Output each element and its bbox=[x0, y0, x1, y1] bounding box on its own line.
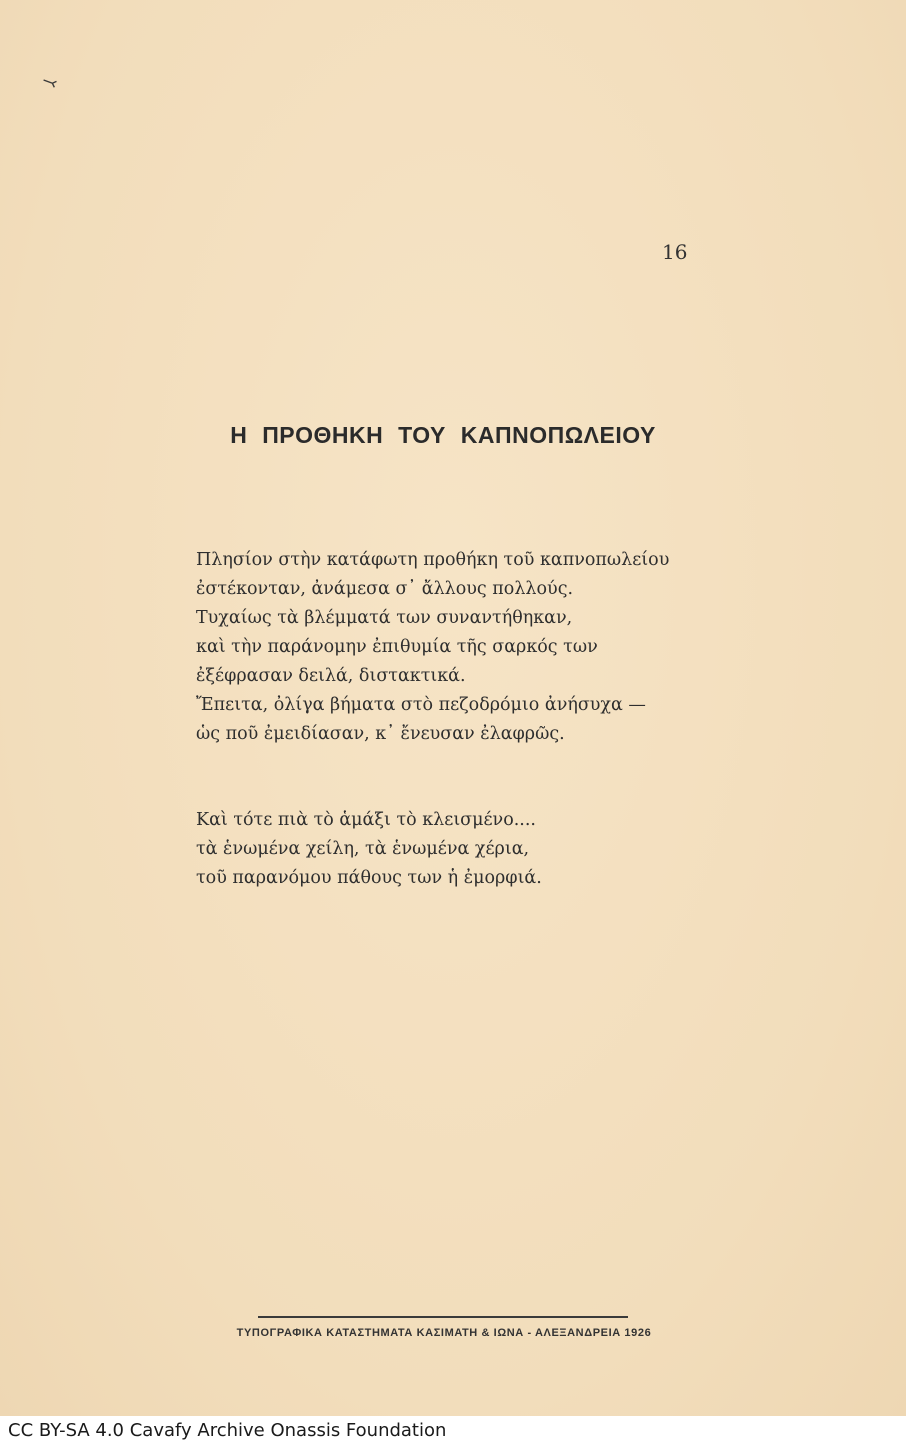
poem-line: Ἔπειτα, ὀλίγα βήματα στὸ πεζοδρόμιο ἀνήσυχα — bbox=[196, 695, 646, 715]
poem-line: ἐξέφρασαν δειλά, διστακτικά. bbox=[196, 666, 466, 686]
poem-line: Πλησίον στὴν κατάφωτη προθήκη τοῦ καπνοπωλείου bbox=[196, 550, 670, 570]
poem-line: Τυχαίως τὰ βλέμματά των συναντήθηκαν, bbox=[196, 608, 573, 628]
poem-title: Η ΠΡΟΘΗΚΗ ΤΟΥ ΚΑΠΝΟΠΩΛΕΙΟΥ bbox=[230, 422, 656, 448]
license-caption: CC BY-SA 4.0 Cavafy Archive Onassis Foundation bbox=[8, 1420, 447, 1441]
poem-line: καὶ τὴν παράνομην ἐπιθυμία τῆς σαρκός των bbox=[196, 637, 598, 657]
poem-line: τοῦ παρανόμου πάθους των ἡ ἐμορφιά. bbox=[196, 868, 542, 888]
poem-line: Καὶ τότε πιὰ τὸ ἁμάξι τὸ κλεισμένο.... bbox=[196, 810, 536, 830]
pencil-mark-icon: ⤙ bbox=[38, 70, 61, 95]
stanza-1 bbox=[196, 546, 696, 749]
poem-line: ἐστέκονταν, ἀνάμεσα σ᾿ ἄλλους πολλούς. bbox=[196, 579, 574, 599]
stanza-2 bbox=[196, 806, 696, 893]
poem-line: ὡς ποῦ ἐμειδίασαν, κ᾿ ἔνευσαν ἐλαφρῶς. bbox=[196, 724, 565, 744]
poem-line: τὰ ἑνωμένα χείλη, τὰ ἑνωμένα χέρια, bbox=[196, 839, 530, 859]
page-number: 16 bbox=[662, 240, 688, 264]
footer-rule bbox=[258, 1316, 628, 1318]
printer-imprint: ΤΥΠΟΓΡΑΦΙΚΑ ΚΑΤΑΣΤΗΜΑΤΑ ΚΑΣΙΜΑΤΗ & ΙΩΝΑ - ΑΛΕΞΑΝΔΡΕΙΑ 1926 bbox=[236, 1327, 652, 1339]
